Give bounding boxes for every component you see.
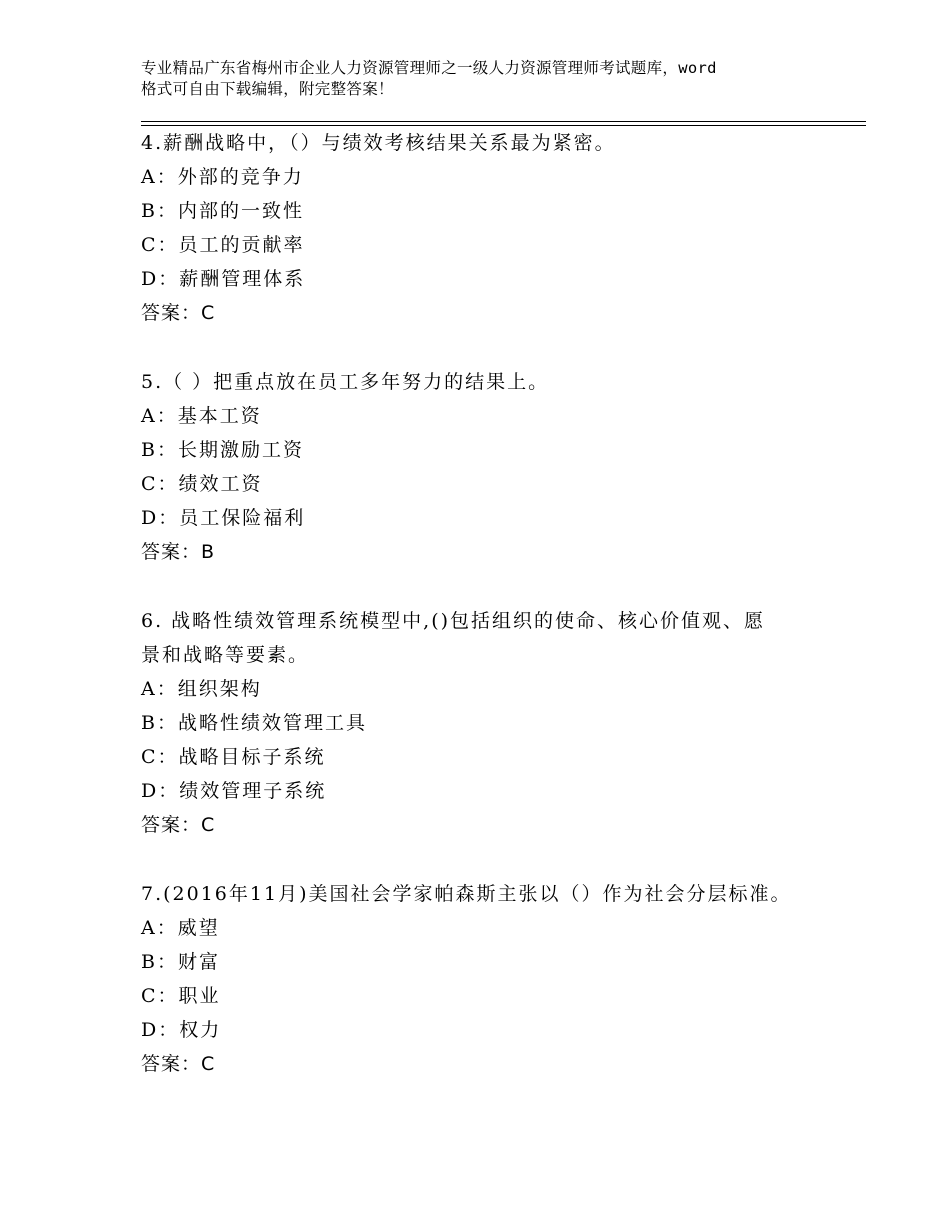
question-stem: 7.(2016年11月)美国社会学家帕森斯主张以（）作为社会分层标准。 xyxy=(141,883,792,905)
header-line-2: 格式可自由下载编辑，附完整答案！ xyxy=(141,80,394,98)
header-divider-top xyxy=(141,121,866,122)
question-stem-line-2: 景和战略等要素。 xyxy=(141,644,310,666)
question-6 xyxy=(141,604,841,842)
option-d: D：绩效管理子系统 xyxy=(141,780,327,802)
question-7 xyxy=(141,877,841,1081)
question-stem-line-1: 6. 战略性绩效管理系统模型中,()包括组织的使命、核心价值观、愿 xyxy=(141,610,766,632)
answer-line: 答案：C xyxy=(141,1053,216,1075)
option-b: B：战略性绩效管理工具 xyxy=(141,712,367,734)
answer-line: 答案：C xyxy=(141,814,216,836)
option-d: D：薪酬管理体系 xyxy=(141,268,306,290)
option-d: D：员工保险福利 xyxy=(141,507,306,529)
option-a: A：基本工资 xyxy=(141,405,262,427)
option-d: D：权力 xyxy=(141,1019,222,1041)
option-b: B：内部的一致性 xyxy=(141,200,304,222)
answer-line: 答案：B xyxy=(141,541,216,563)
option-b: B：财富 xyxy=(141,951,220,973)
option-c: C：绩效工资 xyxy=(141,473,263,495)
option-a: A：威望 xyxy=(141,917,220,939)
option-b: B：长期激励工资 xyxy=(141,439,304,461)
option-a: A：组织架构 xyxy=(141,678,262,700)
document-header xyxy=(141,58,841,100)
header-line-1: 专业精品广东省梅州市企业人力资源管理师之一级人力资源管理师考试题库，word xyxy=(141,59,717,77)
option-c: C：职业 xyxy=(141,985,221,1007)
question-4 xyxy=(141,126,841,330)
answer-line: 答案：C xyxy=(141,302,216,324)
question-stem: 5.（ ）把重点放在员工多年努力的结果上。 xyxy=(141,371,550,393)
option-c: C：战略目标子系统 xyxy=(141,746,326,768)
question-stem: 4.薪酬战略中，（）与绩效考核结果关系最为紧密。 xyxy=(141,132,616,154)
option-a: A：外部的竞争力 xyxy=(141,166,304,188)
option-c: C：员工的贡献率 xyxy=(141,234,305,256)
question-5 xyxy=(141,365,841,569)
